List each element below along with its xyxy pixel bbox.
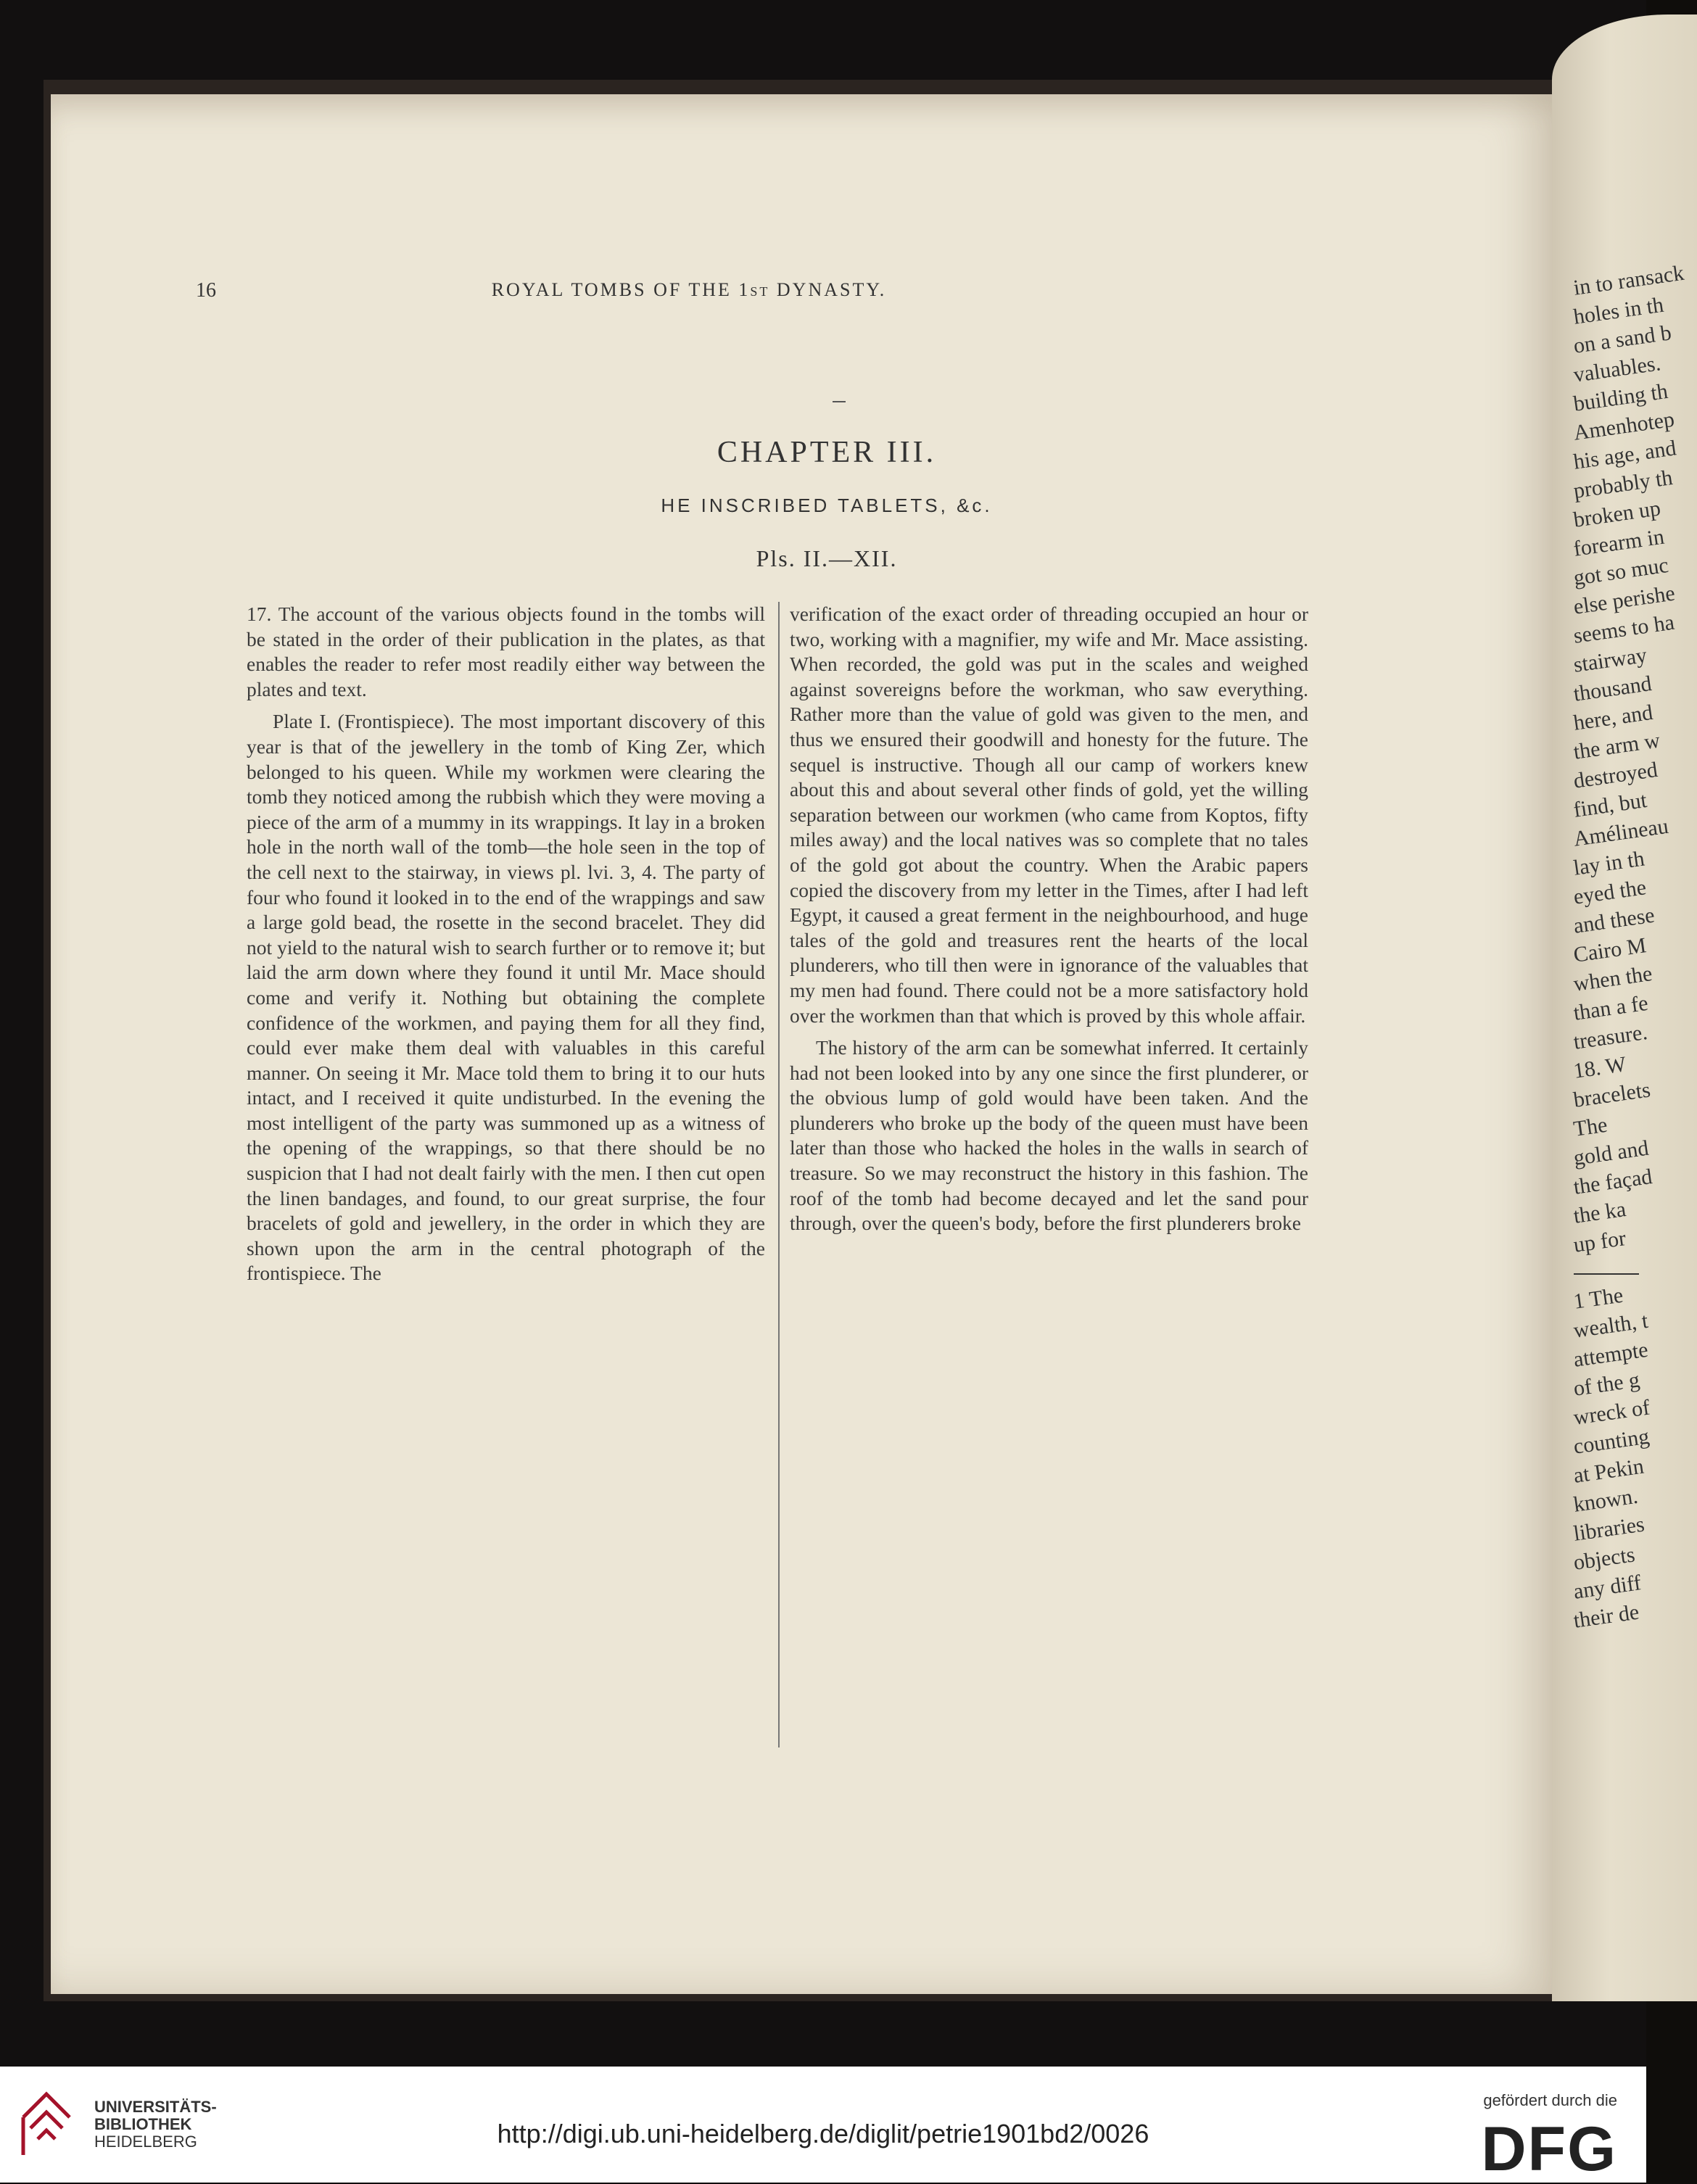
next-page-fragment: else perishe: [1572, 581, 1677, 619]
next-page-fragment: than a fe: [1572, 990, 1650, 1025]
next-page-fragment: forearm in: [1572, 524, 1666, 561]
footnote-rule: [1574, 1273, 1639, 1275]
column-divider: [778, 602, 780, 1747]
next-page-fragment: thousand: [1572, 671, 1653, 706]
next-page-fragment: wreck of: [1572, 1395, 1651, 1430]
next-page-fragment: find, but: [1572, 788, 1648, 822]
next-page-fragment: here, and: [1572, 700, 1655, 735]
next-page-text-strip: [1572, 260, 1686, 1637]
next-page-fragment: building th: [1572, 379, 1669, 416]
paragraph: verification of the exact order of threading occupied an hour or two, working with a magnifier, my wife and Mr. Mace assisting. When recorded, the gold was put in the scales and weighed against sovereigns before the workman, who saw everything. Rather more than the value of gold was given to the men, and thus we ensured their goodwill and honesty for the future. The sequel is instructive. Though all our camp of workers knew about this and about several other finds of gold, yet the willing separation between our workmen (who came from Koptos, fifty miles away) and the local natives was so complete that no tales of the gold got about the country. When the Arabic papers copied the discovery from my letter in the Times, after I had left Egypt, it caused a great ferment in the neighbourhood, and huge tales of the gold and treasures rent the hearts of the local plunderers, who till then were in ignorance of the valuables that my men had found. There could not be a more satisfactory hold over the workmen than that which is proved by this whole affair.: [790, 603, 1308, 1027]
running-head: ROYAL TOMBS OF THE 1ST DYNASTY.: [491, 279, 887, 300]
chapter-subtitle: HE INSCRIBED TABLETS, &c.: [661, 495, 993, 516]
institution-line: HEIDELBERG: [94, 2133, 197, 2151]
paragraph: Plate I. (Frontispiece). The most important discovery of this year is that of the jewellery in the tomb of King Zer, which belonged to his queen. While my workmen were clearing the tomb they noticed among the rubbish which they were moving a piece of the arm of a mummy in its wrappings. It lay in a broken hole in the north wall of the tomb—the hole seen in the top of the cell next to the stairway, in views pl. lvi. 3, 4. The party of four who found it looked in to the end of the wrappings and saw a large gold bead, the rosette in the second bracelet. They did not yield to the natural wish to search further or to remove it; but laid the arm down where they found it until Mr. Mace should come and verify it. Nothing but obtaining the complete confidence of the workmen, and paying them for all they find, could ever make them deal with valuables in this careful manner. On seeing it Mr. Mace told them to bring it to our huts intact, and I received it quite undisturbed. In the evening the most intelligent of the party was summoned up as a witness of the opening of the wrappings, so that there should be no suspicion that I had not dealt fairly with the men. I then cut open the linen bandages, and found, to our great surprise, the four bracelets of gold and jewellery, in the order in which they are shown upon the arm in the central photograph of the frontispiece. The: [247, 710, 765, 1285]
next-page-fragment: 1 The: [1572, 1283, 1625, 1314]
ornament-dash: [833, 401, 846, 402]
paragraph: 17. The account of the various objects found in the tombs will be stated in the order of their publication in the plates, as that enables the reader to refer most readily either way between the plates and text.: [247, 603, 765, 700]
next-page-fragment: Cairo M: [1572, 933, 1648, 967]
next-page-fragment: in to ransack: [1572, 260, 1686, 300]
next-page-fragment: gold and: [1572, 1136, 1651, 1170]
next-page-fragment: got so muc: [1572, 553, 1670, 590]
next-page-fragment: holes in th: [1572, 292, 1666, 329]
next-page-fragment: Amélineau: [1572, 814, 1670, 851]
next-page-fragment: when the: [1572, 961, 1654, 996]
next-page-fragment: on a sand b: [1572, 320, 1673, 358]
chapter-title: CHAPTER III.: [717, 436, 937, 469]
next-page-fragment: valuables.: [1572, 351, 1662, 387]
next-page-fragment: The: [1572, 1112, 1609, 1141]
next-page-fragment: 18. W: [1572, 1052, 1628, 1083]
viewer-footer: [0, 2067, 1646, 2183]
next-page-fragment: his age, and: [1572, 436, 1678, 474]
next-page-fragment: treasure.: [1572, 1019, 1649, 1054]
next-page-fragment: broken up: [1572, 496, 1662, 532]
next-page-fragment: attempte: [1572, 1337, 1650, 1372]
next-page-fragment: Amenhotep: [1572, 407, 1676, 445]
chapter-plates: Pls. II.—XII.: [756, 545, 898, 571]
next-page-fragment: their de: [1572, 1600, 1641, 1633]
institution-line: UNIVERSITÄTS-: [94, 2098, 217, 2116]
next-page-fragment: bracelets: [1572, 1077, 1652, 1112]
next-page-fragment: objects: [1572, 1542, 1637, 1575]
next-page-fragment: wealth, t: [1572, 1308, 1650, 1343]
next-page-fragment: and these: [1572, 903, 1656, 938]
right-column: [790, 602, 1308, 1236]
next-page-fragment: seems to ha: [1572, 610, 1676, 648]
institution-line: BIBLIOTHEK: [94, 2115, 192, 2133]
next-page-fragment: lay in th: [1572, 846, 1646, 880]
next-page-edge: [1552, 15, 1697, 2001]
next-page-fragment: at Pekin: [1572, 1454, 1646, 1488]
next-page-fragment: eyed the: [1572, 875, 1648, 909]
permalink-url[interactable]: http://digi.ub.uni-heidelberg.de/diglit/petrie1901bd2/0026: [497, 2119, 1149, 2148]
next-page-fragment: the arm w: [1572, 728, 1662, 764]
next-page-fragment: the façad: [1572, 1164, 1654, 1199]
next-page-fragment: counting: [1572, 1424, 1651, 1459]
dfg-logo: DFG: [1481, 2114, 1617, 2184]
next-page-fragment: probably th: [1572, 466, 1675, 503]
next-page-fragment: destroyed: [1572, 757, 1659, 793]
next-page-fragment: any diff: [1572, 1571, 1643, 1604]
next-page-fragment: libraries: [1572, 1512, 1646, 1546]
page-number: 16: [196, 279, 216, 302]
left-column: [247, 602, 765, 1286]
sponsor-text: gefördert durch die: [1483, 2091, 1617, 2109]
next-page-fragment: stairway: [1572, 643, 1648, 677]
next-page-fragment: known.: [1572, 1484, 1640, 1517]
next-page-fragment: up for: [1572, 1226, 1628, 1257]
next-page-fragment: the ka: [1572, 1197, 1627, 1228]
paragraph: The history of the arm can be somewhat inferred. It certainly had not been looked into by any one since the first plunderer, or the obvious lump of gold would have been taken. And the plunderers who broke up the body of the queen must have been later than those who hacked the holes in the walls in search of treasure. So we may reconstruct the history in this fashion. The roof of the tomb had become decayed and let the sand pour through, over the queen's body, before the first plunderers broke: [790, 1036, 1308, 1235]
next-page-fragment: of the g: [1572, 1368, 1641, 1401]
